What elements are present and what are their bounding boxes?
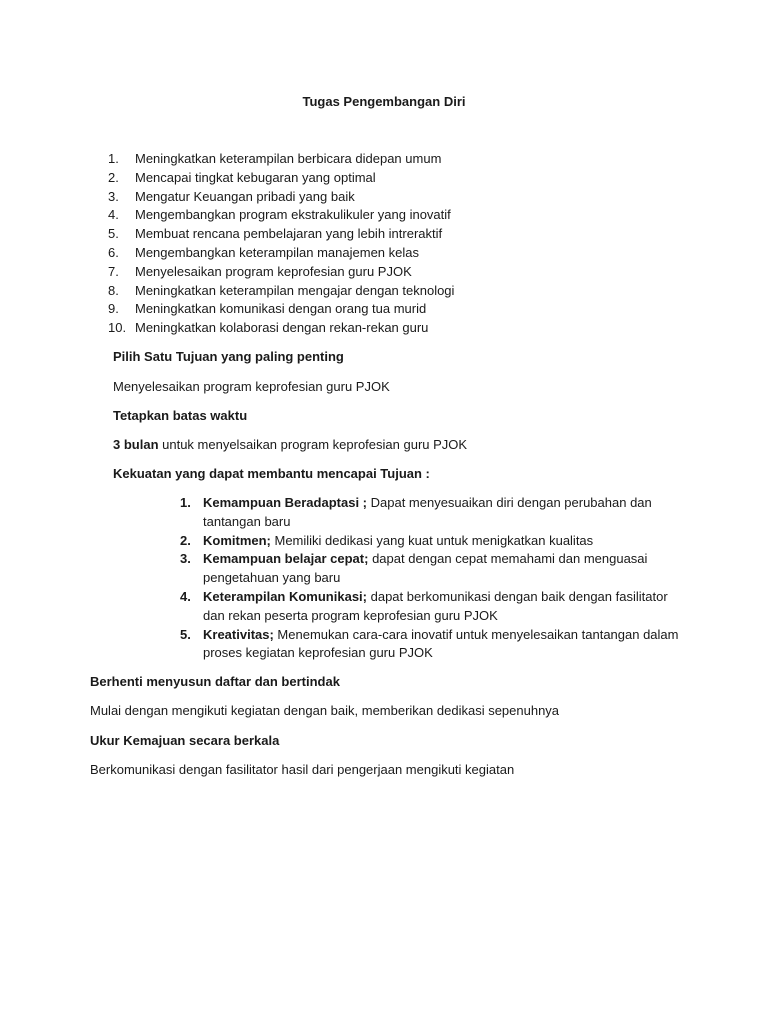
goal-item	[108, 206, 454, 225]
strength-item	[180, 494, 680, 532]
strengths-list	[180, 494, 680, 663]
strength-term: Komitmen;	[203, 532, 271, 548]
goal-item	[108, 282, 454, 301]
strength-item	[180, 532, 680, 551]
stop-listing-heading: Berhenti menyusun daftar dan bertindak	[90, 674, 340, 689]
deadline-text	[113, 436, 467, 454]
goal-text: Meningkatkan kolaborasi dengan rekan-rekan guru	[135, 320, 429, 336]
measure-progress-text: Berkomunikasi dengan fasilitator hasil dari pengerjaan mengikuti kegiatan	[90, 762, 515, 777]
strength-term: Kemampuan belajar cepat;	[203, 551, 369, 567]
goal-text: Mengembangkan keterampilan manajemen kelas	[135, 244, 419, 260]
strength-description: dapat berkomunikasi dengan baik dengan fasilitator dan rekan peserta program keprofesian guru PJOK	[203, 588, 668, 623]
goal-number: 10.	[108, 320, 127, 336]
goal-number: 2.	[108, 169, 119, 185]
goal-item	[108, 188, 454, 207]
strength-number: 5.	[180, 626, 191, 642]
goal-item	[108, 300, 454, 319]
chosen-goal-text: Menyelesaikan program keprofesian guru PJOK	[113, 379, 390, 394]
stop-listing-text: Mulai dengan mengikuti kegiatan dengan baik, memberikan dedikasi sepenuhnya	[90, 703, 560, 718]
goal-number: 5.	[108, 226, 119, 242]
goal-item	[108, 225, 454, 244]
strength-term: Kreativitas;	[203, 626, 274, 642]
goal-number: 7.	[108, 263, 119, 279]
goal-text: Mencapai tingkat kebugaran yang optimal	[135, 169, 376, 185]
goal-number: 1.	[108, 151, 119, 166]
goal-number: 8.	[108, 282, 119, 298]
goal-number: 3.	[108, 188, 119, 204]
goal-item	[108, 150, 454, 169]
strength-number: 2.	[180, 532, 191, 548]
strength-number: 1.	[180, 495, 191, 510]
choose-goal-heading: Pilih Satu Tujuan yang paling penting	[113, 349, 344, 364]
strength-description: Dapat menyesuaikan diri dengan perubahan dan tantangan baru	[203, 495, 652, 529]
strength-number: 3.	[180, 551, 191, 567]
deadline-duration: 3 bulan	[113, 437, 159, 452]
goal-item	[108, 169, 454, 188]
strengths-heading: Kekuatan yang dapat membantu mencapai Tujuan :	[113, 466, 430, 481]
strength-term: Keterampilan Komunikasi;	[203, 588, 367, 604]
strength-term: Kemampuan Beradaptasi ;	[203, 495, 367, 510]
deadline-description: untuk menyelsaikan program keprofesian guru PJOK	[158, 437, 468, 452]
goal-item	[108, 263, 454, 282]
goal-item	[108, 319, 454, 338]
goal-text: Membuat rencana pembelajaran yang lebih intreraktif	[135, 226, 443, 242]
goal-number: 9.	[108, 301, 119, 317]
goal-number: 4.	[108, 207, 119, 223]
document-title: Tugas Pengembangan Diri	[302, 94, 466, 109]
strength-item	[180, 588, 680, 626]
strength-description: dapat dengan cepat memahami dan menguasai pengetahuan yang baru	[203, 551, 648, 586]
deadline-heading: Tetapkan batas waktu	[113, 408, 248, 423]
strength-description: Menemukan cara-cara inovatif untuk menyelesaikan tantangan dalam proses kegiatan keprofesian guru PJOK	[203, 626, 679, 661]
goal-number: 6.	[108, 244, 119, 260]
strength-item	[180, 550, 680, 588]
goal-text: Meningkatkan komunikasi dengan orang tua murid	[135, 301, 427, 317]
strength-number: 4.	[180, 588, 191, 604]
measure-progress-heading: Ukur Kemajuan secara berkala	[90, 733, 280, 748]
goal-text: Meningkatkan keterampilan mengajar dengan teknologi	[135, 282, 455, 298]
strength-item	[180, 626, 680, 664]
goal-text: Mengembangkan program ekstrakulikuler yang inovatif	[135, 207, 451, 223]
goal-text: Menyelesaikan program keprofesian guru PJOK	[135, 263, 412, 279]
goal-text: Meningkatkan keterampilan berbicara didepan umum	[135, 151, 442, 166]
goal-text: Mengatur Keuangan pribadi yang baik	[135, 188, 355, 204]
goal-list	[108, 150, 454, 338]
strength-description: Memiliki dedikasi yang kuat untuk menigkatkan kualitas	[270, 532, 594, 548]
goal-item	[108, 244, 454, 263]
